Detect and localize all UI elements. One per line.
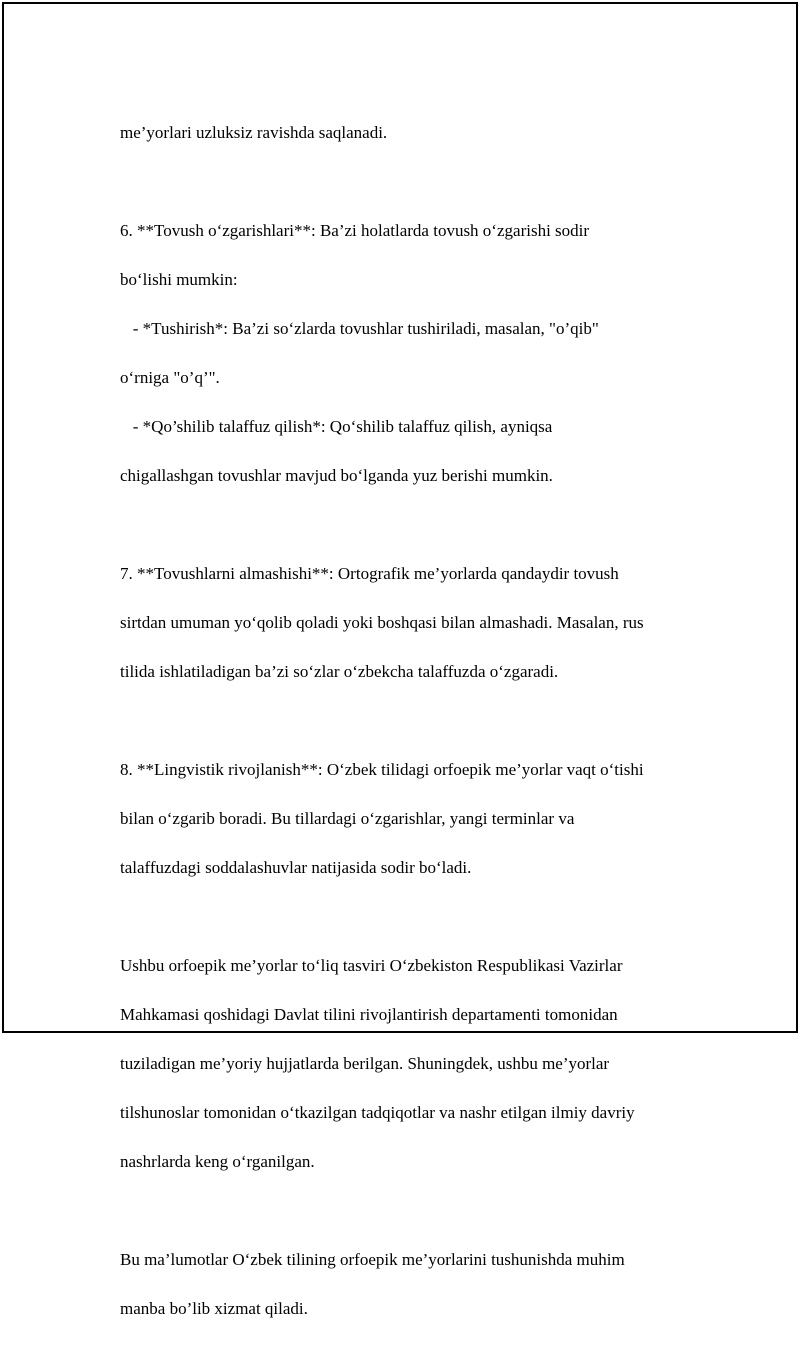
- text-line: [120, 1199, 720, 1224]
- text-line: 7. **Tovushlarni almashishi**: Ortografik me’yorlarda qandaydir tovush: [120, 563, 619, 583]
- text-line: [120, 170, 720, 195]
- text-line: [120, 905, 720, 930]
- text-line: Bu ma’lumotlar O‘zbek tilining orfoepik me’yorlarini tushunishda muhim: [120, 1249, 625, 1269]
- text-line: Ushbu orfoepik me’yorlar to‘liq tasviri O‘zbekiston Respublikasi Vazirlar: [120, 955, 623, 975]
- text-line: chigallashgan tovushlar mavjud bo‘lganda yuz berishi mumkin.: [120, 465, 553, 485]
- text-line: bo‘lishi mumkin:: [120, 269, 238, 289]
- text-line: tilshunoslar tomonidan o‘tkazilgan tadqiqotlar va nashr etilgan ilmiy davriy: [120, 1102, 635, 1122]
- text-line: sirtdan umuman yo‘qolib qoladi yoki boshqasi bilan almashadi. Masalan, rus: [120, 612, 644, 632]
- text-line: - *Qo’shilib talaffuz qilish*: Qo‘shilib talaffuz qilish, ayniqsa: [120, 416, 553, 436]
- text-line: me’yorlari uzluksiz ravishda saqlanadi.: [120, 122, 388, 142]
- page-frame: [2, 2, 798, 1318]
- text-line: [120, 513, 720, 538]
- text-line: nashrlarda keng o‘rganilgan.: [120, 1151, 315, 1171]
- text-line: [120, 709, 720, 734]
- document-body: [120, 96, 720, 1370]
- text-line: manba bo’lib xizmat qiladi.: [120, 1298, 308, 1318]
- text-line: tuziladigan me’yoriy hujjatlarda berilgan. Shuningdek, ushbu me’yorlar: [120, 1053, 610, 1073]
- text-line: bilan o‘zgarib boradi. Bu tillardagi o‘zgarishlar, yangi terminlar va: [120, 808, 575, 828]
- text-line: tilida ishlatiladigan ba’zi so‘zlar o‘zbekcha talaffuzda o‘zgaradi.: [120, 661, 559, 681]
- text-line: 6. **Tovush o‘zgarishlari**: Ba’zi holatlarda tovush o‘zgarishi sodir: [120, 220, 590, 240]
- text-line: 8. **Lingvistik rivojlanish**: O‘zbek tilidagi orfoepik me’yorlar vaqt o‘tishi: [120, 759, 644, 779]
- text-line: - *Tushirish*: Ba’zi so‘zlarda tovushlar tushiriladi, masalan, "o’qib": [120, 318, 599, 338]
- text-line: Mahkamasi qoshidagi Davlat tilini rivojlantirish departamenti tomonidan: [120, 1004, 618, 1024]
- text-line: talaffuzdagi soddalashuvlar natijasida sodir bo‘ladi.: [120, 857, 472, 877]
- text-line: o‘rniga "o’q’".: [120, 367, 220, 387]
